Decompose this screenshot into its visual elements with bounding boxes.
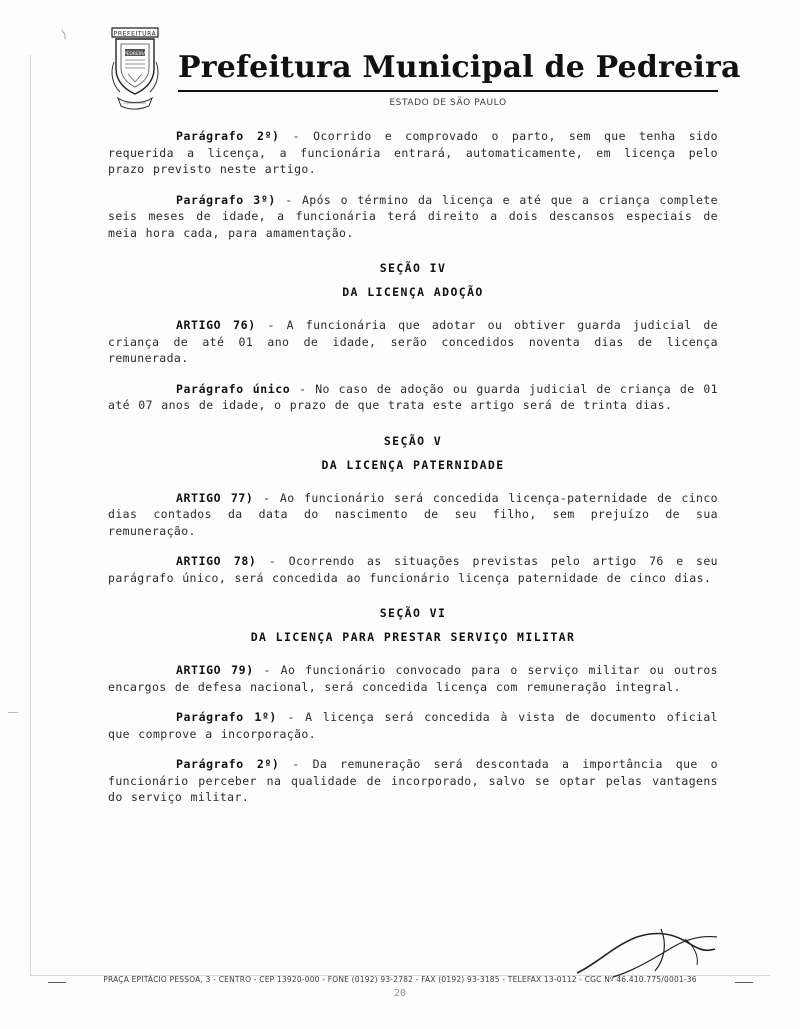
document-paragraph bbox=[108, 381, 718, 414]
document-paragraph bbox=[108, 756, 718, 806]
footer-rule-right bbox=[735, 982, 753, 983]
paragraph-text: - Da remuneração será descontada a importância que o funcionário perceber na qualidade de incorporado, salvo se optar pelas vantagens do serviço militar. bbox=[108, 757, 718, 804]
paragraph-lead: Parágrafo 1º) bbox=[176, 710, 277, 724]
document-paragraph bbox=[108, 553, 718, 586]
title-underline bbox=[178, 90, 718, 92]
document-paragraph bbox=[108, 317, 718, 367]
svg-text:PEDREIRA: PEDREIRA bbox=[123, 52, 147, 57]
paragraph-text: - No caso de adoção ou guarda judicial de criança de 01 até 07 anos de idade, o prazo de que trata este artigo será de trinta dias. bbox=[108, 381, 719, 412]
section-heading: SEÇÃO IV bbox=[379, 261, 447, 275]
page-subtitle: ESTADO DE SÃO PAULO bbox=[389, 98, 507, 108]
page-title: Prefeitura Municipal de Pedreira bbox=[178, 50, 741, 85]
section-subheading: DA LICENÇA PARA PRESTAR SERVIÇO MILITAR bbox=[250, 630, 576, 644]
paragraph-text: - Ocorrendo as situações previstas pelo artigo 76 e seu parágrafo único, será concedida ao funcionário licença paternidade de cinco dias. bbox=[108, 554, 718, 585]
document-paragraph bbox=[108, 490, 718, 540]
document-paragraph bbox=[108, 709, 718, 742]
paragraph-text: - Ao funcionário será concedida licença-paternidade de cinco dias contados da data do nascimento de seu filho, sem prejuízo de sua remuneração. bbox=[108, 490, 718, 538]
paragraph-lead: Parágrafo 2º) bbox=[176, 757, 280, 771]
paragraph-lead: ARTIGO 79) bbox=[176, 663, 254, 677]
footer-address: PRAÇA EPITÁCIO PESSOA, 3 - CENTRO - CEP 13920-000 - FONE (0192) 93-2782 - FAX (0192) 93-3185 - TELEFAX 13-0112 - CGC Nº 46.410.775/0001-36 bbox=[103, 975, 697, 984]
paragraph-text: - Ocorrido e comprovado o parto, sem que tenha sido requerida a licença, a funcionária entrará, automaticamente, em licença pelo prazo previsto neste artigo. bbox=[108, 129, 719, 176]
paragraph-lead: Parágrafo 3º) bbox=[176, 192, 276, 207]
section-heading: SEÇÃO V bbox=[383, 433, 443, 448]
document-body bbox=[108, 128, 718, 820]
coat-of-arms-icon bbox=[104, 22, 166, 114]
section-heading: SEÇÃO VI bbox=[379, 606, 447, 620]
paragraph-lead: ARTIGO 77) bbox=[176, 490, 254, 505]
page-number: 20 bbox=[393, 988, 407, 999]
svg-text:PREFEITURA: PREFEITURA bbox=[113, 30, 157, 38]
document-paragraph bbox=[108, 192, 718, 242]
scan-corner-mark: ⟩ bbox=[59, 27, 69, 42]
document-header bbox=[0, 18, 800, 118]
document-paragraph bbox=[108, 128, 718, 178]
paragraph-text: - A licença será concedida à vista de documento oficial que comprove a incorporação. bbox=[108, 710, 718, 741]
section-subheading: DA LICENÇA ADOÇÃO bbox=[342, 285, 484, 299]
paragraph-lead: Parágrafo 2º) bbox=[176, 129, 280, 143]
scan-edge-line-left bbox=[30, 55, 31, 975]
paragraph-text: - Após o término da licença e até que a criança complete seis meses de idade, a funcionária terá direito a dois descansos especiais de meia hora cada, para amamentação. bbox=[108, 192, 718, 240]
paragraph-lead: ARTIGO 78) bbox=[176, 554, 257, 568]
paragraph-text: - A funcionária que adotar ou obtiver guarda judicial de criança de até 01 ano de idade, serão concedidos noventa dias de licença remunerada. bbox=[108, 318, 718, 365]
section-subheading: DA LICENÇA PATERNIDADE bbox=[321, 457, 505, 472]
paragraph-text: - Ao funcionário convocado para o serviço militar ou outros encargos de defesa nacional, será concedida licença com remuneração integral. bbox=[108, 663, 718, 694]
paragraph-lead: Parágrafo único bbox=[176, 381, 291, 396]
scan-edge-tick bbox=[8, 712, 18, 713]
document-paragraph bbox=[108, 662, 718, 695]
paragraph-lead: ARTIGO 76) bbox=[176, 318, 256, 332]
